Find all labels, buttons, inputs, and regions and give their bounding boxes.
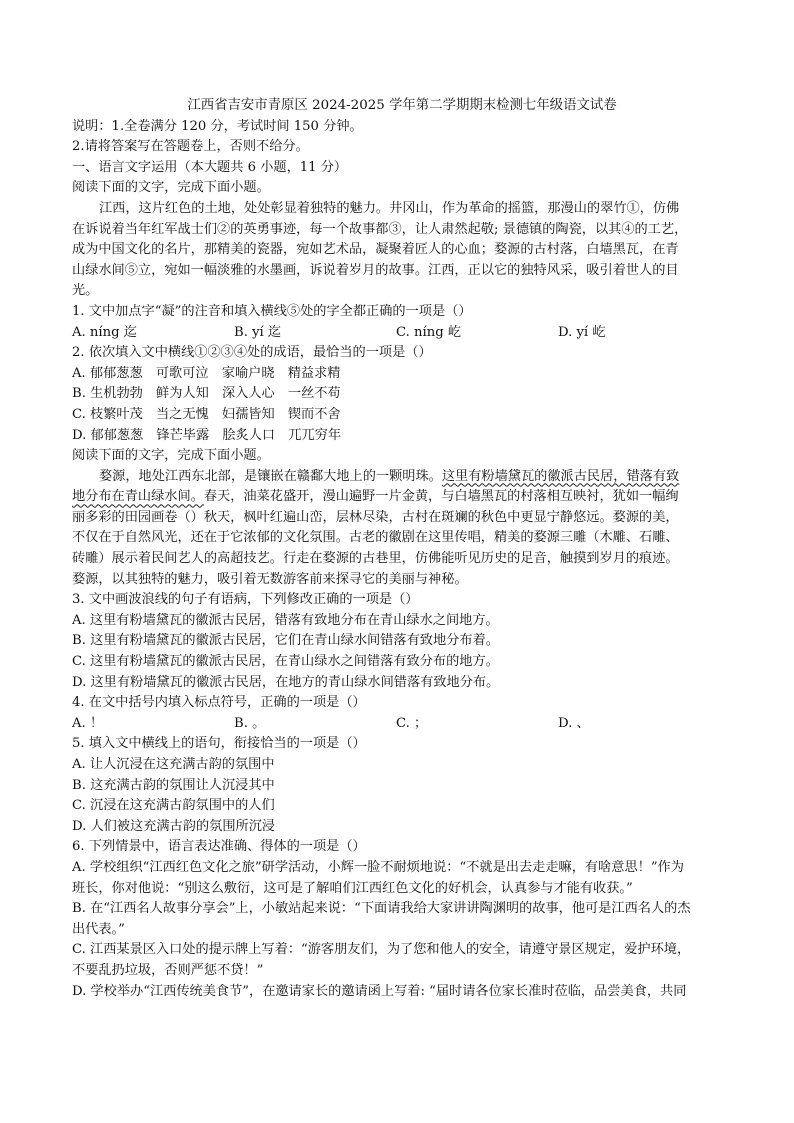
passage-1-line: 在诉说着当年红军战士们②的英勇事迹，每一个故事都③，让人肃然起敬; 景德镇的陶瓷，以其④的工艺， — [72, 221, 688, 237]
option-text: A. 学校组织“江西红色文化之旅”研学活动，小辉一脸不耐烦地说：“不就是出去走走嘛，有啥意思！”作为 — [72, 859, 684, 875]
passage-2-text: 春天，油菜花盛开，漫山遍野一片金黄，与白墙黑瓦的村落相互映衬，犹如一幅绚 — [203, 489, 679, 505]
option-a: A. 郁郁葱葱 可歌可泣 家喻户晓 精益求精 — [72, 365, 341, 381]
option-b: B. 这里有粉墙黛瓦的徽派古民居，它们在青山绿水间错落有致地分布着。 — [72, 633, 499, 649]
option-b: B. yí 迄 — [234, 324, 282, 340]
options-row — [72, 714, 732, 735]
options-row — [72, 323, 732, 344]
note-1: 说明：1.全卷满分 120 分，考试时间 150 分钟。 — [72, 118, 363, 134]
passage-2-text: 婺源，地处江西东北部，是镶嵌在赣鄱大地上的一颗明珠。 — [99, 468, 442, 484]
option-b: B. 生机勃勃 鲜为人知 深入人心 一丝不苟 — [72, 386, 341, 402]
exam-title: 江西省吉安市青原区 2024-2025 学年第二学期期末检测七年级语文试卷 — [187, 98, 617, 113]
question-stem: 5. 填入文中横线上的语句，衔接恰当的一项是（） — [72, 736, 366, 752]
passage-1-line: 江西，这片红色的土地，处处彰显着独特的魅力。井冈山，作为革命的摇篮，那漫山的翠竹①，仿佛 — [99, 200, 680, 216]
option-c: C. 这里有粉墙黛瓦的徽派古民居，在青山绿水之间错落有致分布的地方。 — [72, 654, 499, 670]
option-d: D. 这里有粉墙黛瓦的徽派古民居，在地方的青山绿水间错落有致地分布。 — [72, 674, 500, 690]
option-text: 不要乱扔垃圾，否则严惩不贷！” — [72, 962, 264, 978]
passage-2-line: 丽多彩的田园画卷（）秋天，枫叶红遍山峦，层林尽染，古村在斑斓的秋色中更显宁静悠远。婺源的美， — [72, 509, 679, 525]
reading-instruction-1: 阅读下面的文字，完成下面小题。 — [72, 180, 270, 196]
exam-page — [72, 96, 732, 1002]
option-text: D. 学校举办“江西传统美食节”，在邀请家长的邀请函上写着: “届时请各位家长准时莅临，品尝美食，共同 — [72, 983, 687, 999]
option-text: 出代表。” — [72, 921, 125, 937]
passage-2-line: 不仅在于自然风光，还在于它浓郁的文化氛围。古老的徽剧在这里传唱，精美的婺源三雕（木雕、石雕、 — [72, 530, 679, 546]
option-d: D. 人们被这充满古韵的氛围所沉浸 — [72, 818, 276, 834]
question-stem: 6. 下列情景中，语言表达准确、得体的一项是（） — [72, 839, 366, 855]
option-b: B. 。 — [234, 715, 266, 731]
wavy-underlined-sentence: 这里有粉墙黛瓦的徽派古民居，错落有致 — [441, 468, 680, 484]
passage-2 — [72, 467, 732, 591]
question-stem: 3. 文中画波浪线的句子有语病，下列修改正确的一项是（） — [72, 592, 419, 608]
option-c: C. 沉浸在这充满古韵氛围中的人们 — [72, 798, 275, 814]
option-a: A. 这里有粉墙黛瓦的徽派古民居，错落有致地分布在青山绿水之间地方。 — [72, 612, 499, 628]
passage-1-line: 山绿水间⑤立，宛如一幅淡雅的水墨画，诉说着岁月的故事。江西，正以它的独特风采，吸引着世人的目 — [72, 262, 679, 278]
question-stem: 4. 在文中括号内填入标点符号，正确的一项是（） — [72, 695, 366, 711]
passage-2-line: 婺源，以其独特的魅力，吸引着无数游客前来探寻它的美丽与神秘。 — [72, 571, 468, 587]
option-text: 班长，你对他说：“别这么敷衍，这可是了解咱们江西红色文化的好机会，认真参与才能有收获。” — [72, 880, 633, 896]
wavy-underlined-sentence: 地分布在青山绿水间。 — [72, 489, 204, 505]
option-text: C. 江西某景区入口处的提示牌上写着：“游客朋友们，为了您和他人的安全，请遵守景区规定，爱护环境， — [72, 942, 691, 958]
passage-1-line: 光。 — [72, 283, 99, 299]
question-3 — [72, 590, 732, 693]
passage-2-line: 砖雕）展示着民间艺人的高超技艺。行走在婺源的古巷里，仿佛能听见历史的足音，触摸到岁月的痕迹。 — [72, 551, 679, 567]
question-5 — [72, 734, 732, 837]
option-c: C. níng 屹 — [396, 324, 462, 340]
question-stem: 1. 文中加点字“凝”的注音和填入横线⑤处的字全都正确的一项是（） — [72, 303, 472, 319]
passage-1 — [72, 199, 732, 302]
option-a: A. ！ — [72, 715, 104, 731]
option-c: C. 枝繁叶茂 当之无愧 妇孺皆知 锲而不舍 — [72, 406, 341, 422]
question-stem: 2. 依次填入文中横线①②③④处的成语，最恰当的一项是（） — [72, 345, 432, 361]
option-text: B. 在“江西名人故事分享会”上，小敏站起来说：“下面请我给大家讲讲陶渊明的故事，他可是江西名人的杰 — [72, 901, 691, 917]
passage-2-line — [72, 487, 732, 508]
reading-instruction-2: 阅读下面的文字，完成下面小题。 — [72, 448, 270, 464]
option-d: D. 、 — [558, 715, 590, 731]
question-2 — [72, 343, 732, 446]
section-heading: 一、语言文字运用（本大题共 6 小题，11 分） — [72, 159, 348, 175]
option-d: D. 郁郁葱葱 锋芒毕露 脍炙人口 兀兀穷年 — [72, 427, 342, 443]
option-c: C. ； — [396, 715, 428, 731]
question-1 — [72, 302, 732, 343]
passage-2-line — [72, 467, 732, 488]
passage-1-line: 成为中国文化的名片，那精美的瓷器，宛如艺术品，凝聚着匠人的心血；婺源的古村落，白墙黑瓦，在青 — [72, 242, 679, 258]
note-2: 2.请将答案写在答题卷上，否则不给分。 — [72, 139, 309, 155]
option-a: A. níng 迄 — [72, 324, 137, 340]
question-4 — [72, 693, 732, 734]
option-a: A. 让人沉浸在这充满古韵的氛围中 — [72, 757, 275, 772]
option-d: D. yí 屹 — [558, 324, 606, 340]
question-6 — [72, 837, 732, 1002]
option-b: B. 这充满古韵的氛围让人沉浸其中 — [72, 777, 275, 793]
